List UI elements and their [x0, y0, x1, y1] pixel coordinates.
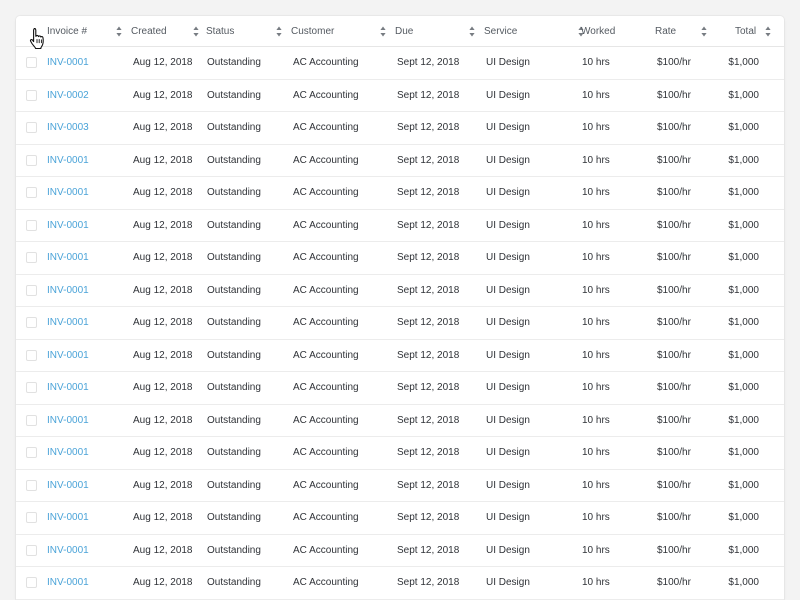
cell-customer: AC Accounting — [293, 349, 359, 361]
cell-status: Outstanding — [207, 544, 261, 556]
cell-service: UI Design — [486, 349, 530, 361]
invoice-link[interactable]: INV-0001 — [47, 187, 89, 198]
sort-updown-icon[interactable] — [276, 26, 282, 37]
cell-total: $1,000 — [728, 187, 759, 198]
row-checkbox[interactable] — [26, 220, 37, 231]
cell-created: Aug 12, 2018 — [133, 349, 193, 361]
table-header — [16, 16, 784, 47]
invoice-link[interactable]: INV-0001 — [47, 512, 89, 523]
cell-created: Aug 12, 2018 — [133, 382, 193, 393]
cell-service: UI Design — [486, 122, 530, 133]
cell-due: Sept 12, 2018 — [397, 187, 460, 198]
cell-total: $1,000 — [728, 252, 759, 263]
cell-rate: $100/hr — [657, 219, 691, 231]
invoice-link[interactable]: INV-0001 — [47, 479, 89, 491]
cell-due: Sept 12, 2018 — [397, 349, 460, 361]
cell-total: $1,000 — [728, 577, 759, 588]
column-header-label: Status — [206, 26, 235, 37]
cell-worked: 10 hrs — [582, 219, 610, 231]
column-header-due[interactable] — [395, 16, 477, 47]
cell-total: $1,000 — [728, 219, 759, 231]
cell-due: Sept 12, 2018 — [397, 512, 460, 523]
column-header-rate[interactable] — [655, 16, 709, 47]
invoice-link[interactable]: INV-0001 — [47, 447, 89, 458]
table-row[interactable] — [16, 307, 784, 340]
sort-updown-icon[interactable] — [193, 26, 199, 37]
cell-rate: $100/hr — [657, 317, 691, 328]
cell-worked: 10 hrs — [582, 349, 610, 361]
cell-worked: 10 hrs — [582, 577, 610, 588]
cell-total: $1,000 — [728, 512, 759, 523]
invoice-link[interactable]: INV-0001 — [47, 414, 89, 426]
table-row[interactable] — [16, 145, 784, 178]
cell-total: $1,000 — [728, 349, 759, 361]
cell-total: $1,000 — [728, 57, 759, 68]
sort-updown-icon[interactable] — [380, 26, 386, 37]
cell-worked: 10 hrs — [582, 252, 610, 263]
cell-created: Aug 12, 2018 — [133, 447, 193, 458]
cell-status: Outstanding — [207, 219, 261, 231]
cell-worked: 10 hrs — [582, 317, 610, 328]
cell-total: $1,000 — [728, 447, 759, 458]
invoice-link[interactable]: INV-0001 — [47, 252, 89, 263]
cell-created: Aug 12, 2018 — [133, 544, 193, 556]
row-checkbox[interactable] — [26, 285, 37, 296]
cell-service: UI Design — [486, 154, 530, 166]
cell-created: Aug 12, 2018 — [133, 284, 193, 296]
cell-service: UI Design — [486, 414, 530, 426]
cell-worked: 10 hrs — [582, 479, 610, 491]
table-row[interactable] — [16, 437, 784, 470]
cell-total: $1,000 — [728, 317, 759, 328]
column-header-label: Service — [484, 26, 518, 37]
cell-created: Aug 12, 2018 — [133, 122, 193, 133]
row-checkbox[interactable] — [26, 545, 37, 556]
cell-status: Outstanding — [207, 447, 261, 458]
cell-worked: 10 hrs — [582, 154, 610, 166]
cell-due: Sept 12, 2018 — [397, 577, 460, 588]
cell-service: UI Design — [486, 577, 530, 588]
cell-rate: $100/hr — [657, 122, 691, 133]
cell-status: Outstanding — [207, 284, 261, 296]
cell-customer: AC Accounting — [293, 219, 359, 231]
row-checkbox[interactable] — [26, 480, 37, 491]
table-row[interactable] — [16, 535, 784, 568]
cell-worked: 10 hrs — [582, 512, 610, 523]
cell-rate: $100/hr — [657, 57, 691, 68]
cell-status: Outstanding — [207, 382, 261, 393]
cell-status: Outstanding — [207, 154, 261, 166]
column-header-total[interactable] — [735, 16, 773, 47]
cell-customer: AC Accounting — [293, 317, 359, 328]
cell-customer: AC Accounting — [293, 252, 359, 263]
cell-rate: $100/hr — [657, 252, 691, 263]
invoice-link[interactable]: INV-0002 — [47, 89, 89, 101]
row-checkbox[interactable] — [26, 317, 37, 328]
cell-service: UI Design — [486, 512, 530, 523]
cell-total: $1,000 — [728, 544, 759, 556]
column-header-customer[interactable] — [291, 16, 388, 47]
table-row[interactable] — [16, 502, 784, 535]
cell-customer: AC Accounting — [293, 577, 359, 588]
column-header-label: Invoice # — [47, 26, 88, 37]
invoice-link[interactable]: INV-0001 — [47, 544, 89, 556]
cell-due: Sept 12, 2018 — [397, 479, 460, 491]
cell-created: Aug 12, 2018 — [133, 577, 193, 588]
cell-rate: $100/hr — [657, 512, 691, 523]
cell-status: Outstanding — [207, 57, 261, 68]
cell-rate: $100/hr — [657, 382, 691, 393]
cell-customer: AC Accounting — [293, 414, 359, 426]
column-header-status[interactable] — [206, 16, 284, 47]
cell-customer: AC Accounting — [293, 284, 359, 296]
cell-customer: AC Accounting — [293, 89, 359, 101]
table-row[interactable] — [16, 47, 784, 80]
table-row[interactable] — [16, 112, 784, 145]
cell-status: Outstanding — [207, 122, 261, 133]
cell-due: Sept 12, 2018 — [397, 252, 460, 263]
column-header-label: Created — [131, 26, 167, 37]
row-checkbox[interactable] — [26, 187, 37, 198]
sort-updown-icon[interactable] — [701, 26, 707, 37]
cell-created: Aug 12, 2018 — [133, 512, 193, 523]
invoice-table — [16, 16, 784, 600]
cell-status: Outstanding — [207, 414, 261, 426]
sort-updown-icon[interactable] — [469, 26, 475, 37]
table-body — [16, 47, 784, 600]
row-checkbox[interactable] — [26, 350, 37, 361]
row-checkbox[interactable] — [26, 382, 37, 393]
invoice-link[interactable]: INV-0001 — [47, 154, 89, 166]
cell-total: $1,000 — [728, 414, 759, 426]
cell-rate: $100/hr — [657, 89, 691, 101]
cell-due: Sept 12, 2018 — [397, 219, 460, 231]
column-header-service[interactable] — [484, 16, 586, 47]
cell-worked: 10 hrs — [582, 544, 610, 556]
column-header-label: Rate — [655, 26, 677, 37]
cell-customer: AC Accounting — [293, 479, 359, 491]
cell-created: Aug 12, 2018 — [133, 187, 193, 198]
cell-total: $1,000 — [728, 382, 759, 393]
row-checkbox[interactable] — [26, 122, 37, 133]
cell-status: Outstanding — [207, 89, 261, 101]
column-header-created[interactable] — [131, 16, 201, 47]
cell-due: Sept 12, 2018 — [397, 154, 460, 166]
column-header-label: Total — [735, 26, 757, 37]
cell-worked: 10 hrs — [582, 187, 610, 198]
row-checkbox[interactable] — [26, 90, 37, 101]
cell-service: UI Design — [486, 382, 530, 393]
invoice-link[interactable]: INV-0001 — [47, 349, 89, 361]
cell-service: UI Design — [486, 544, 530, 556]
cell-rate: $100/hr — [657, 349, 691, 361]
cell-due: Sept 12, 2018 — [397, 544, 460, 556]
table-row[interactable] — [16, 275, 784, 308]
table-row[interactable] — [16, 80, 784, 113]
cell-due: Sept 12, 2018 — [397, 382, 460, 393]
cell-worked: 10 hrs — [582, 447, 610, 458]
column-header-worked[interactable] — [581, 16, 641, 47]
table-row[interactable] — [16, 372, 784, 405]
cell-due: Sept 12, 2018 — [397, 447, 460, 458]
cell-created: Aug 12, 2018 — [133, 219, 193, 231]
row-checkbox[interactable] — [26, 252, 37, 263]
cell-worked: 10 hrs — [582, 382, 610, 393]
cell-rate: $100/hr — [657, 187, 691, 198]
cell-service: UI Design — [486, 284, 530, 296]
table-row[interactable] — [16, 567, 784, 600]
invoice-link[interactable]: INV-0001 — [47, 382, 89, 393]
table-row[interactable] — [16, 405, 784, 438]
cell-worked: 10 hrs — [582, 122, 610, 133]
cell-service: UI Design — [486, 57, 530, 68]
sort-updown-icon[interactable] — [116, 26, 122, 37]
cell-status: Outstanding — [207, 317, 261, 328]
cell-due: Sept 12, 2018 — [397, 122, 460, 133]
cell-created: Aug 12, 2018 — [133, 414, 193, 426]
cell-status: Outstanding — [207, 252, 261, 263]
cell-total: $1,000 — [728, 154, 759, 166]
cell-status: Outstanding — [207, 512, 261, 523]
table-row[interactable] — [16, 177, 784, 210]
invoice-link[interactable]: INV-0001 — [47, 284, 89, 296]
row-checkbox[interactable] — [26, 447, 37, 458]
cell-rate: $100/hr — [657, 414, 691, 426]
cell-customer: AC Accounting — [293, 57, 359, 68]
cell-rate: $100/hr — [657, 577, 691, 588]
cell-created: Aug 12, 2018 — [133, 89, 193, 101]
cell-due: Sept 12, 2018 — [397, 89, 460, 101]
table-row[interactable] — [16, 242, 784, 275]
cell-customer: AC Accounting — [293, 382, 359, 393]
cell-total: $1,000 — [728, 89, 759, 101]
cell-created: Aug 12, 2018 — [133, 479, 193, 491]
row-checkbox[interactable] — [26, 57, 37, 68]
cell-status: Outstanding — [207, 577, 261, 588]
cell-status: Outstanding — [207, 479, 261, 491]
invoice-link[interactable]: INV-0001 — [47, 317, 89, 328]
row-checkbox[interactable] — [26, 512, 37, 523]
cell-rate: $100/hr — [657, 447, 691, 458]
cell-customer: AC Accounting — [293, 447, 359, 458]
row-checkbox[interactable] — [26, 577, 37, 588]
cell-due: Sept 12, 2018 — [397, 414, 460, 426]
cell-rate: $100/hr — [657, 284, 691, 296]
row-checkbox[interactable] — [26, 415, 37, 426]
cell-total: $1,000 — [728, 479, 759, 491]
cell-service: UI Design — [486, 317, 530, 328]
cell-customer: AC Accounting — [293, 187, 359, 198]
cell-customer: AC Accounting — [293, 122, 359, 133]
column-header-invoice[interactable] — [47, 16, 124, 47]
cell-created: Aug 12, 2018 — [133, 57, 193, 68]
invoice-link[interactable]: INV-0001 — [47, 57, 89, 68]
cell-service: UI Design — [486, 252, 530, 263]
cell-worked: 10 hrs — [582, 89, 610, 101]
cell-created: Aug 12, 2018 — [133, 317, 193, 328]
table-row[interactable] — [16, 340, 784, 373]
column-header-label: Worked — [581, 26, 616, 37]
cell-service: UI Design — [486, 219, 530, 231]
cell-due: Sept 12, 2018 — [397, 57, 460, 68]
cell-status: Outstanding — [207, 187, 261, 198]
invoice-link[interactable]: INV-0001 — [47, 219, 89, 231]
cell-created: Aug 12, 2018 — [133, 252, 193, 263]
sort-updown-icon[interactable] — [765, 26, 771, 37]
cell-worked: 10 hrs — [582, 284, 610, 296]
column-header-label: Due — [395, 26, 414, 37]
cell-customer: AC Accounting — [293, 544, 359, 556]
table-row[interactable] — [16, 470, 784, 503]
cell-due: Sept 12, 2018 — [397, 284, 460, 296]
invoice-link[interactable]: INV-0003 — [47, 122, 89, 133]
cell-service: UI Design — [486, 479, 530, 491]
row-checkbox[interactable] — [26, 155, 37, 166]
cell-total: $1,000 — [728, 122, 759, 133]
cell-worked: 10 hrs — [582, 57, 610, 68]
table-row[interactable] — [16, 210, 784, 243]
cell-total: $1,000 — [728, 284, 759, 296]
cell-status: Outstanding — [207, 349, 261, 361]
cell-worked: 10 hrs — [582, 414, 610, 426]
cell-customer: AC Accounting — [293, 512, 359, 523]
cell-rate: $100/hr — [657, 479, 691, 491]
cell-rate: $100/hr — [657, 154, 691, 166]
cell-service: UI Design — [486, 187, 530, 198]
cell-customer: AC Accounting — [293, 154, 359, 166]
invoice-link[interactable]: INV-0001 — [47, 577, 89, 588]
cell-due: Sept 12, 2018 — [397, 317, 460, 328]
column-header-label: Customer — [291, 26, 335, 37]
cell-created: Aug 12, 2018 — [133, 154, 193, 166]
cell-rate: $100/hr — [657, 544, 691, 556]
cell-service: UI Design — [486, 89, 530, 101]
cell-service: UI Design — [486, 447, 530, 458]
